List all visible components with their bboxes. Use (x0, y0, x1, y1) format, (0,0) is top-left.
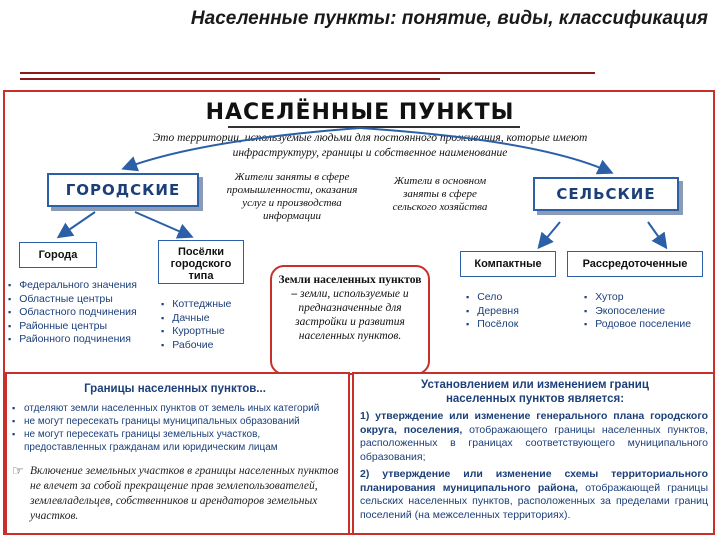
settlements-box: Посёлки городского типа (158, 240, 244, 284)
establishment-item-2 (360, 468, 708, 522)
list-item: ▪ Экопоселение (584, 305, 714, 319)
rural-note: Жители в основном заняты в сфере сельского хозяйства (392, 175, 488, 213)
list-item: ▪ Курортные (161, 325, 271, 339)
slide-title: Населенные пункты: понятие, виды, классификация (190, 8, 708, 29)
dispersed-box: Рассредоточенные (567, 251, 703, 277)
list-item: ▪ Областные центры (8, 293, 158, 307)
list-item: ▪ Хутор (584, 291, 714, 305)
list-item: ▪ Село (466, 291, 566, 305)
list-item: ▪ Районного подчинения (8, 333, 158, 347)
arrow-to-compact (540, 222, 560, 246)
main-title: НАСЕЛЁННЫЕ ПУНКТЫ (205, 100, 515, 125)
list-item: ▪ Деревня (466, 305, 566, 319)
borders-title: Границы населенных пунктов... (84, 383, 266, 395)
list-item: ▪ Дачные (161, 312, 271, 326)
inclusion-text: Включение земельных участков в границы населенных пунктов не влечет за собой прекращение прав землепользователей, землевладельцев, собственников и арендаторов земельных участков. (30, 465, 339, 522)
item-1-text: отображающего границы населенных пунктов, расположенных в границах соответствующего муниципального образования; (360, 423, 708, 463)
arrow-to-urban (125, 128, 360, 168)
list-item: ▪ Федерального значения (8, 279, 158, 293)
item-2-text: отображающей границы сельских населенных пунктов, расположенных за пределами границ поселений (на межселенных территориях). (360, 481, 708, 521)
list-item: ▪ Коттеджные (161, 298, 271, 312)
arrow-to-cities (60, 212, 95, 236)
arrow-to-rural (360, 128, 610, 172)
list-item: ▪ не могут пересекать границы земельных участков, предоставленных гражданам или юридическим лицам (12, 428, 344, 454)
list-item: ▪ Посёлок (466, 318, 566, 332)
land-dash: – (291, 288, 300, 300)
urban-category: ГОРОДСКИЕ (47, 173, 199, 207)
definition-text: Это территории, используемые людьми для постоянного проживания, которые имеют инфраструктуру, границы и собственное наименование (152, 132, 588, 159)
item-1-bold: 1) утверждение или изменение генерального плана городского округа, поселения, (360, 410, 708, 436)
arrow-to-settlements (135, 212, 190, 236)
list-item: ▪ Рабочие (161, 339, 271, 353)
establishment-title: Установлением или изменением границ населенных пунктов является: (421, 379, 649, 405)
cities-box: Города (19, 242, 97, 268)
list-item: ▪ Родовое поселение (584, 318, 714, 332)
list-item: ▪ Областного подчинения (8, 306, 158, 320)
item-2-bold: 2) утверждение или изменение схемы территориального планирования муниципального района, (360, 468, 708, 494)
rural-category: СЕЛЬСКИЕ (533, 177, 679, 211)
list-item: ▪ отделяют земли населенных пунктов от земель иных категорий (12, 402, 344, 415)
compact-box: Компактные (460, 251, 556, 277)
list-item: ▪ Районные центры (8, 320, 158, 334)
land-term: Земли населенных пунктов (278, 274, 422, 286)
land-text: земли, используемые и предназначенные для застройки и развития населенных пунктов. (295, 288, 409, 342)
borders-list (12, 402, 344, 454)
list-item: ▪ не могут пересекать границы муниципальных образований (12, 415, 344, 428)
pointing-hand-icon: ☞ (12, 463, 24, 478)
establishment-item-1 (360, 410, 708, 464)
arrow-to-dispersed (648, 222, 665, 246)
urban-note: Жители заняты в сфере промышленности, оказания услуг и производства информации (226, 171, 358, 222)
